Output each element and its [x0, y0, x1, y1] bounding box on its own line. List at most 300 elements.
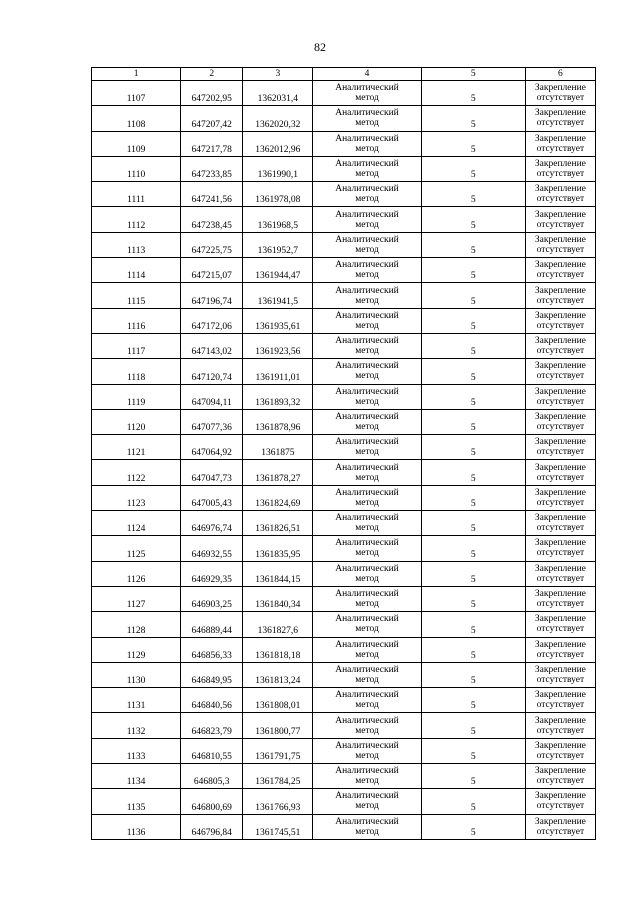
table-row: [92, 662, 596, 687]
accuracy-value: 5: [421, 789, 525, 814]
coordinate-y: 1361968,5: [243, 207, 313, 232]
method-line-2: метод: [355, 826, 379, 837]
coordinate-x: 647094,11: [181, 384, 243, 409]
accuracy-value: 5: [421, 232, 525, 257]
point-number: 1111: [92, 182, 181, 207]
table-row: [92, 131, 596, 156]
method-line-1: Аналитический: [335, 740, 399, 751]
method-cell: [313, 637, 421, 662]
table-row: [92, 738, 596, 763]
point-number: 1128: [92, 612, 181, 637]
fixation-line-1: Закрепление: [534, 563, 586, 574]
method-line-2: метод: [355, 700, 379, 711]
fixation-cell: [525, 561, 595, 586]
table-row: [92, 688, 596, 713]
coordinate-x: 646932,55: [181, 536, 243, 561]
fixation-line-2: отсутствует: [536, 346, 585, 357]
point-number: 1130: [92, 662, 181, 687]
point-number: 1117: [92, 333, 181, 358]
point-number: 1122: [92, 460, 181, 485]
fixation-line-1: Закрепление: [534, 336, 586, 347]
method-line-1: Аналитический: [335, 285, 399, 296]
coordinate-x: 647172,06: [181, 308, 243, 333]
fixation-line-2: отсутствует: [536, 143, 585, 154]
table-row: [92, 637, 596, 662]
method-cell: [313, 814, 421, 839]
fixation-line-2: отсутствует: [536, 725, 585, 736]
point-number: 1109: [92, 131, 181, 156]
coordinate-x: 647225,75: [181, 232, 243, 257]
accuracy-value: 5: [421, 359, 525, 384]
table-row: [92, 485, 596, 510]
coordinate-y: 1361844,15: [243, 561, 313, 586]
table-row: [92, 156, 596, 181]
method-line-1: Аналитический: [335, 437, 399, 448]
fixation-cell: [525, 814, 595, 839]
fixation-line-1: Закрепление: [534, 513, 586, 524]
table-row: [92, 81, 596, 106]
table-row: [92, 612, 596, 637]
fixation-line-1: Закрепление: [534, 538, 586, 549]
method-line-2: метод: [355, 270, 379, 281]
coordinate-x: 647202,95: [181, 81, 243, 106]
table-row: [92, 182, 596, 207]
method-line-2: метод: [355, 599, 379, 610]
coordinate-x: 646800,69: [181, 789, 243, 814]
fixation-line-2: отсутствует: [536, 118, 585, 129]
method-line-1: Аналитический: [335, 412, 399, 422]
fixation-line-1: Закрепление: [534, 83, 586, 94]
coordinate-y: 1361800,77: [243, 713, 313, 738]
table-row: [92, 713, 596, 738]
accuracy-value: 5: [421, 283, 525, 308]
method-cell: [313, 789, 421, 814]
coordinate-y: 1361911,01: [243, 359, 313, 384]
coordinate-y: 1361941,5: [243, 283, 313, 308]
coordinate-y: 1361766,93: [243, 789, 313, 814]
point-number: 1127: [92, 586, 181, 611]
coordinate-y: 1361878,96: [243, 409, 313, 434]
coordinate-y: 1361878,27: [243, 460, 313, 485]
fixation-line-2: отсутствует: [536, 371, 585, 382]
coordinate-y: 1361840,34: [243, 586, 313, 611]
fixation-line-1: Закрепление: [534, 159, 586, 170]
method-cell: [313, 688, 421, 713]
method-line-2: метод: [355, 244, 379, 255]
method-cell: [313, 283, 421, 308]
method-cell: [313, 131, 421, 156]
method-line-2: метод: [355, 674, 379, 685]
table-row: [92, 586, 596, 611]
fixation-cell: [525, 435, 595, 460]
coordinate-x: 646856,33: [181, 637, 243, 662]
coordinate-y: 1361813,24: [243, 662, 313, 687]
coordinate-y: 1362020,32: [243, 106, 313, 131]
point-number: 1107: [92, 81, 181, 106]
accuracy-value: 5: [421, 106, 525, 131]
fixation-cell: [525, 637, 595, 662]
coordinate-y: 1361784,25: [243, 764, 313, 789]
point-number: 1133: [92, 738, 181, 763]
coordinate-y: 1361808,01: [243, 688, 313, 713]
fixation-line-2: отсутствует: [536, 244, 585, 255]
fixation-line-2: отсутствует: [536, 93, 585, 104]
method-line-1: Аналитический: [335, 133, 399, 144]
method-cell: [313, 81, 421, 106]
method-cell: [313, 485, 421, 510]
fixation-cell: [525, 131, 595, 156]
point-number: 1115: [92, 283, 181, 308]
table-row: [92, 308, 596, 333]
coordinate-x: 647241,56: [181, 182, 243, 207]
fixation-cell: [525, 789, 595, 814]
header-cell-3: 3: [243, 68, 313, 81]
method-line-2: метод: [355, 447, 379, 458]
fixation-cell: [525, 586, 595, 611]
table-row: [92, 207, 596, 232]
method-cell: [313, 561, 421, 586]
point-number: 1120: [92, 409, 181, 434]
fixation-line-2: отсутствует: [536, 523, 585, 534]
coordinate-y: 1361824,69: [243, 485, 313, 510]
method-line-2: метод: [355, 194, 379, 205]
fixation-cell: [525, 409, 595, 434]
coordinate-y: 1361791,75: [243, 738, 313, 763]
fixation-line-2: отсутствует: [536, 573, 585, 584]
coordinate-x: 646796,84: [181, 814, 243, 839]
accuracy-value: 5: [421, 713, 525, 738]
fixation-line-2: отсутствует: [536, 169, 585, 180]
fixation-line-2: отсутствует: [536, 801, 585, 812]
method-line-1: Аналитический: [335, 209, 399, 220]
coordinate-x: 647143,02: [181, 333, 243, 358]
accuracy-value: 5: [421, 156, 525, 181]
method-line-1: Аналитический: [335, 513, 399, 524]
coordinate-x: 647215,07: [181, 258, 243, 283]
fixation-line-1: Закрепление: [534, 766, 586, 777]
method-line-2: метод: [355, 801, 379, 812]
method-line-2: метод: [355, 371, 379, 382]
fixation-cell: [525, 460, 595, 485]
fixation-line-1: Закрепление: [534, 589, 586, 600]
point-number: 1129: [92, 637, 181, 662]
fixation-cell: [525, 511, 595, 536]
method-cell: [313, 106, 421, 131]
method-line-2: метод: [355, 169, 379, 180]
table-row: [92, 333, 596, 358]
method-cell: [313, 308, 421, 333]
coordinate-y: 1361990,1: [243, 156, 313, 181]
coordinate-x: 647207,42: [181, 106, 243, 131]
accuracy-value: 5: [421, 561, 525, 586]
point-number: 1132: [92, 713, 181, 738]
point-number: 1112: [92, 207, 181, 232]
fixation-line-1: Закрепление: [534, 209, 586, 220]
accuracy-value: 5: [421, 485, 525, 510]
fixation-cell: [525, 308, 595, 333]
method-cell: [313, 738, 421, 763]
method-cell: [313, 333, 421, 358]
method-line-2: метод: [355, 396, 379, 407]
fixation-line-2: отсутствует: [536, 826, 585, 837]
coordinate-x: 646823,79: [181, 713, 243, 738]
table-row: [92, 764, 596, 789]
fixation-line-2: отсутствует: [536, 472, 585, 483]
method-line-2: метод: [355, 523, 379, 534]
table-row: [92, 232, 596, 257]
method-line-2: метод: [355, 320, 379, 331]
method-line-2: метод: [355, 143, 379, 154]
coordinate-x: 647120,74: [181, 359, 243, 384]
fixation-cell: [525, 182, 595, 207]
method-line-1: Аналитический: [335, 791, 399, 802]
fixation-line-2: отсутствует: [536, 497, 585, 508]
fixation-cell: [525, 485, 595, 510]
fixation-line-2: отсутствует: [536, 447, 585, 458]
method-line-2: метод: [355, 422, 379, 432]
coordinate-x: 647064,92: [181, 435, 243, 460]
fixation-line-2: отсутствует: [536, 219, 585, 230]
fixation-line-2: отсутствует: [536, 624, 585, 635]
fixation-line-1: Закрепление: [534, 361, 586, 372]
fixation-cell: [525, 258, 595, 283]
page-number: 82: [314, 40, 326, 54]
fixation-line-1: Закрепление: [534, 285, 586, 296]
method-line-1: Аналитический: [335, 83, 399, 94]
fixation-cell: [525, 384, 595, 409]
method-line-1: Аналитический: [335, 690, 399, 701]
point-number: 1123: [92, 485, 181, 510]
method-line-1: Аналитический: [335, 336, 399, 347]
accuracy-value: 5: [421, 207, 525, 232]
method-line-1: Аналитический: [335, 361, 399, 372]
point-number: 1108: [92, 106, 181, 131]
fixation-cell: [525, 713, 595, 738]
accuracy-value: 5: [421, 764, 525, 789]
coordinate-y: 1361826,51: [243, 511, 313, 536]
fixation-line-1: Закрепление: [534, 260, 586, 271]
method-cell: [313, 409, 421, 434]
method-line-2: метод: [355, 295, 379, 306]
table-row: [92, 511, 596, 536]
method-line-1: Аналитический: [335, 563, 399, 574]
fixation-line-2: отсутствует: [536, 649, 585, 660]
fixation-cell: [525, 333, 595, 358]
method-line-2: метод: [355, 93, 379, 104]
method-line-1: Аналитический: [335, 462, 399, 473]
fixation-line-2: отсутствует: [536, 422, 585, 432]
coordinate-x: 646929,35: [181, 561, 243, 586]
point-number: 1136: [92, 814, 181, 839]
header-cell-2: 2: [181, 68, 243, 81]
fixation-line-1: Закрепление: [534, 108, 586, 119]
method-line-2: метод: [355, 573, 379, 584]
fixation-line-2: отсутствует: [536, 674, 585, 685]
table-row: [92, 384, 596, 409]
fixation-cell: [525, 207, 595, 232]
method-line-1: Аналитический: [335, 310, 399, 321]
point-number: 1131: [92, 688, 181, 713]
method-line-1: Аналитический: [335, 715, 399, 726]
accuracy-value: 5: [421, 586, 525, 611]
table-body: [92, 81, 596, 840]
fixation-line-2: отсутствует: [536, 194, 585, 205]
coordinate-x: 646903,25: [181, 586, 243, 611]
method-cell: [313, 586, 421, 611]
method-line-2: метод: [355, 624, 379, 635]
method-line-1: Аналитический: [335, 766, 399, 777]
fixation-line-1: Закрепление: [534, 690, 586, 701]
header-cell-4: 4: [313, 68, 421, 81]
method-line-1: Аналитический: [335, 234, 399, 245]
fixation-line-1: Закрепление: [534, 639, 586, 650]
fixation-line-2: отсутствует: [536, 270, 585, 281]
coordinate-x: 646976,74: [181, 511, 243, 536]
method-cell: [313, 536, 421, 561]
accuracy-value: 5: [421, 612, 525, 637]
header-cell-1: 1: [92, 68, 181, 81]
accuracy-value: 5: [421, 814, 525, 839]
fixation-line-1: Закрепление: [534, 412, 586, 422]
table-row: [92, 460, 596, 485]
method-cell: [313, 460, 421, 485]
coordinate-x: 647077,36: [181, 409, 243, 434]
fixation-line-1: Закрепление: [534, 816, 586, 827]
coordinate-x: 647238,45: [181, 207, 243, 232]
method-line-2: метод: [355, 548, 379, 559]
accuracy-value: 5: [421, 460, 525, 485]
method-line-1: Аналитический: [335, 260, 399, 271]
method-line-2: метод: [355, 219, 379, 230]
fixation-line-1: Закрепление: [534, 614, 586, 625]
fixation-line-2: отсутствует: [536, 776, 585, 787]
fixation-cell: [525, 283, 595, 308]
coordinate-y: 1362012,96: [243, 131, 313, 156]
method-line-1: Аналитический: [335, 108, 399, 119]
fixation-line-2: отсутствует: [536, 750, 585, 761]
coordinate-x: 646849,95: [181, 662, 243, 687]
fixation-cell: [525, 359, 595, 384]
point-number: 1125: [92, 536, 181, 561]
table-row: [92, 258, 596, 283]
accuracy-value: 5: [421, 409, 525, 434]
accuracy-value: 5: [421, 511, 525, 536]
method-line-2: метод: [355, 497, 379, 508]
accuracy-value: 5: [421, 131, 525, 156]
fixation-line-1: Закрепление: [534, 791, 586, 802]
method-line-1: Аналитический: [335, 538, 399, 549]
method-cell: [313, 156, 421, 181]
coordinate-y: 1361875: [243, 435, 313, 460]
coordinate-y: 1361745,51: [243, 814, 313, 839]
fixation-line-2: отсутствует: [536, 295, 585, 306]
coordinate-y: 1361893,32: [243, 384, 313, 409]
coordinate-x: 646889,44: [181, 612, 243, 637]
fixation-cell: [525, 156, 595, 181]
coordinate-x: 646840,56: [181, 688, 243, 713]
fixation-cell: [525, 536, 595, 561]
accuracy-value: 5: [421, 435, 525, 460]
method-line-2: метод: [355, 750, 379, 761]
table-row: [92, 561, 596, 586]
fixation-line-2: отсутствует: [536, 700, 585, 711]
fixation-line-1: Закрепление: [534, 740, 586, 751]
accuracy-value: 5: [421, 384, 525, 409]
method-cell: [313, 232, 421, 257]
method-line-2: метод: [355, 725, 379, 736]
coordinate-y: 1361944,47: [243, 258, 313, 283]
fixation-line-1: Закрепление: [534, 133, 586, 144]
accuracy-value: 5: [421, 81, 525, 106]
point-number: 1118: [92, 359, 181, 384]
table-row: [92, 409, 596, 434]
table-row: [92, 814, 596, 839]
method-line-1: Аналитический: [335, 487, 399, 498]
fixation-line-2: отсутствует: [536, 548, 585, 559]
table-row: [92, 536, 596, 561]
coordinate-x: 647196,74: [181, 283, 243, 308]
coordinate-y: 1361935,61: [243, 308, 313, 333]
method-cell: [313, 435, 421, 460]
fixation-cell: [525, 612, 595, 637]
fixation-line-1: Закрепление: [534, 184, 586, 195]
accuracy-value: 5: [421, 182, 525, 207]
coordinate-x: 647233,85: [181, 156, 243, 181]
coordinates-table: [91, 67, 596, 840]
point-number: 1135: [92, 789, 181, 814]
fixation-cell: [525, 106, 595, 131]
method-cell: [313, 207, 421, 232]
point-number: 1121: [92, 435, 181, 460]
method-line-1: Аналитический: [335, 159, 399, 170]
coordinate-x: 647005,43: [181, 485, 243, 510]
method-line-1: Аналитический: [335, 184, 399, 195]
point-number: 1134: [92, 764, 181, 789]
header-row: [92, 68, 596, 81]
fixation-line-2: отсутствует: [536, 396, 585, 407]
fixation-cell: [525, 81, 595, 106]
method-line-2: метод: [355, 118, 379, 129]
table-row: [92, 283, 596, 308]
coordinate-x: 647047,73: [181, 460, 243, 485]
fixation-cell: [525, 688, 595, 713]
fixation-line-1: Закрепление: [534, 462, 586, 473]
method-line-2: метод: [355, 776, 379, 787]
header-cell-6: 6: [525, 68, 595, 81]
method-line-2: метод: [355, 649, 379, 660]
fixation-line-1: Закрепление: [534, 715, 586, 726]
header-cell-5: 5: [421, 68, 525, 81]
fixation-cell: [525, 764, 595, 789]
point-number: 1110: [92, 156, 181, 181]
fixation-line-1: Закрепление: [534, 437, 586, 448]
method-cell: [313, 384, 421, 409]
point-number: 1116: [92, 308, 181, 333]
accuracy-value: 5: [421, 738, 525, 763]
point-number: 1113: [92, 232, 181, 257]
method-cell: [313, 612, 421, 637]
method-cell: [313, 359, 421, 384]
coordinate-x: 646810,55: [181, 738, 243, 763]
coordinate-y: 1361952,7: [243, 232, 313, 257]
point-number: 1119: [92, 384, 181, 409]
coordinate-y: 1361978,08: [243, 182, 313, 207]
fixation-line-1: Закрепление: [534, 664, 586, 675]
point-number: 1114: [92, 258, 181, 283]
fixation-line-1: Закрепление: [534, 386, 586, 397]
method-line-1: Аналитический: [335, 816, 399, 827]
method-cell: [313, 182, 421, 207]
